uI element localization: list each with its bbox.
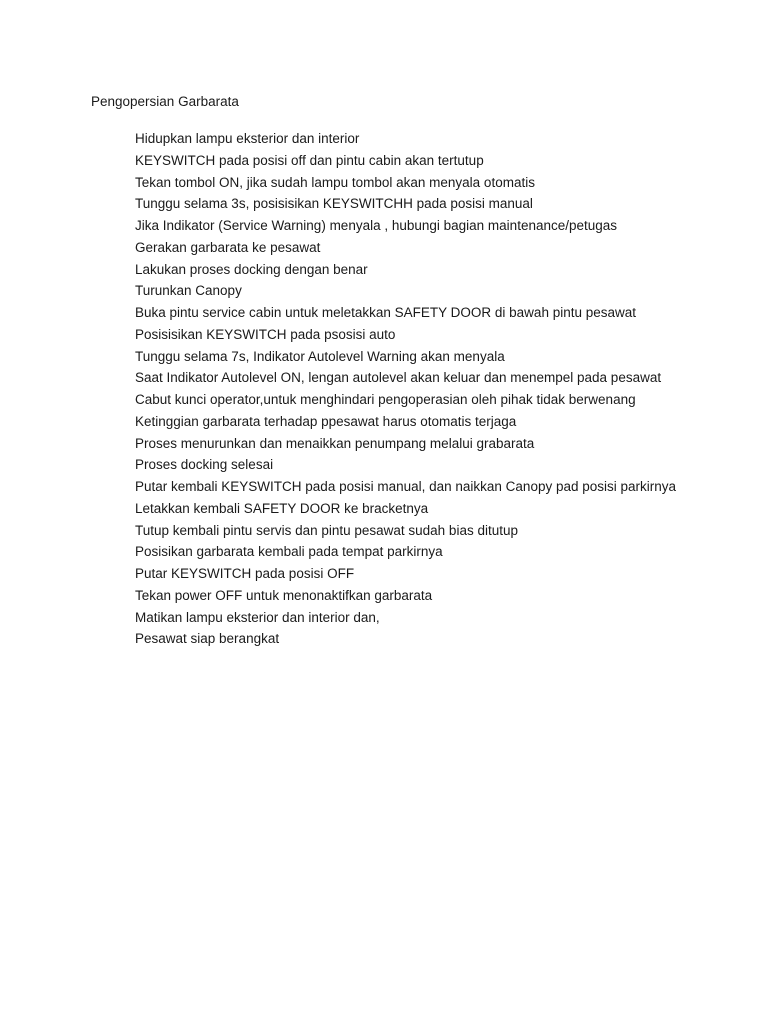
- step-text: Letakkan kembali SAFETY DOOR ke bracketnya: [135, 500, 429, 516]
- step-text: Tekan power OFF untuk menonaktifkan garbarata: [135, 587, 433, 603]
- step-text: Buka pintu service cabin untuk meletakkan SAFETY DOOR di bawah pintu pesawat: [135, 305, 637, 320]
- step-text: Saat Indikator Autolevel ON, lengan autolevel akan keluar dan menempel pada pesawat: [135, 370, 662, 386]
- step-text: Pesawat siap berangkat: [135, 631, 280, 647]
- step-text: Turunkan Canopy: [135, 283, 242, 299]
- step-text: Lakukan proses docking dengan benar: [135, 261, 368, 277]
- step-text: Putar kembali KEYSWITCH pada posisi manual, dan naikkan Canopy pad posisi parkirnya: [135, 479, 677, 494]
- step-text: Cabut kunci operator,untuk menghindari pengoperasian oleh pihak tidak berwenang: [135, 392, 636, 407]
- step-text: Posisisikan KEYSWITCH pada psosisi auto: [135, 326, 396, 342]
- document-title: Pengopersian Garbarata: [91, 94, 239, 109]
- step-text: Posisikan garbarata kembali pada tempat parkirnya: [135, 544, 443, 560]
- step-text: KEYSWITCH pada posisi off dan pintu cabin akan tertutup: [135, 152, 484, 168]
- step-text: Ketinggian garbarata terhadap ppesawat harus otomatis terjaga: [135, 413, 517, 429]
- step-text: Tunggu selama 7s, Indikator Autolevel Warning akan menyala: [135, 348, 505, 364]
- step-text: Proses menurunkan dan menaikkan penumpang melalui grabarata: [135, 435, 535, 451]
- step-text: Jika Indikator (Service Warning) menyala , hubungi bagian maintenance/petugas: [135, 218, 618, 233]
- step-text: Hidupkan lampu eksterior dan interior: [135, 131, 360, 146]
- step-text: Gerakan garbarata ke pesawat: [135, 239, 321, 255]
- step-text: Tekan tombol ON, jika sudah lampu tombol akan menyala otomatis: [135, 174, 535, 190]
- step-text: Proses docking selesai: [135, 457, 274, 473]
- step-text: Tutup kembali pintu servis dan pintu pesawat sudah bias ditutup: [135, 522, 518, 538]
- step-text: Putar KEYSWITCH pada posisi OFF: [135, 566, 355, 581]
- step-text: Matikan lampu eksterior dan interior dan,: [135, 609, 380, 625]
- step-text: Tunggu selama 3s, posisisikan KEYSWITCHH pada posisi manual: [135, 196, 533, 212]
